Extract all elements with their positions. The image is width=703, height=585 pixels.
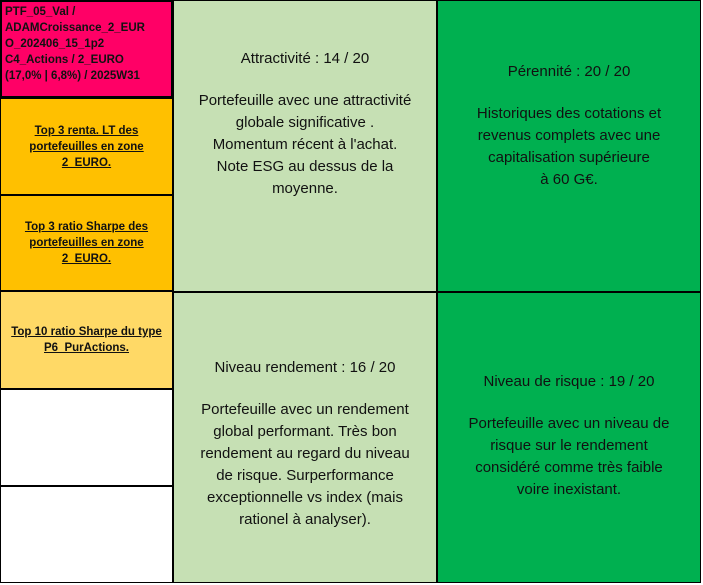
panel-attractivite-title: Attractivité : 14 / 20 — [240, 50, 370, 67]
panel-rendement-body: Portefeuille avec un rendement global performant. Très bon rendement au regard du niveau de risque. Surperformance exceptionnelle vs index (mais rationel à analyser). — [200, 400, 410, 528]
panel-risque-title: Niveau de risque : 19 / 20 — [483, 372, 655, 390]
badge-top3-sharpe-label: Top 3 ratio Sharpe des portefeuilles en zone 2_EURO. — [24, 221, 149, 265]
panel-attractivite-body: Portefeuille avec une attractivité globale significative . Momentum récent à l'achat. Note ESG au dessus de la moyenne. — [198, 92, 412, 197]
portfolio-line: (17,0% | 6,8%) / 2025W31 — [5, 70, 140, 82]
badge-top3-renta — [0, 98, 173, 195]
portfolio-line: O_202406_15_1p2 — [5, 38, 105, 50]
portfolio-id-cell — [0, 0, 173, 98]
badge-top10-sharpe-label: Top 10 ratio Sharpe du type P6_PurActions. — [11, 326, 162, 354]
badge-top3-sharpe — [0, 195, 173, 291]
badge-top3-renta-label: Top 3 renta. LT des portefeuilles en zone 2_EURO. — [29, 124, 144, 169]
panel-perennite-title: Pérennité : 20 / 20 — [507, 63, 631, 80]
panel-perennite — [437, 0, 701, 292]
portfolio-line: ADAMCroissance_2_EUR — [5, 22, 145, 34]
panel-risque — [437, 292, 701, 583]
portfolio-line: C4_Actions / 2_EURO — [5, 54, 124, 66]
empty-cell — [0, 486, 173, 583]
empty-cell — [0, 389, 173, 486]
panel-perennite-body: Historiques des cotations et revenus complets avec une capitalisation supérieure à 60 G€. — [476, 105, 662, 188]
panel-rendement — [173, 292, 437, 583]
portfolio-line: PTF_05_Val / — [5, 6, 76, 18]
panel-rendement-title: Niveau rendement : 16 / 20 — [214, 358, 396, 376]
panel-risque-body: Portefeuille avec un niveau de risque sur le rendement considéré comme très faible voire inexistant. — [468, 414, 670, 498]
panel-attractivite — [173, 0, 437, 292]
badge-top10-sharpe — [0, 291, 173, 389]
